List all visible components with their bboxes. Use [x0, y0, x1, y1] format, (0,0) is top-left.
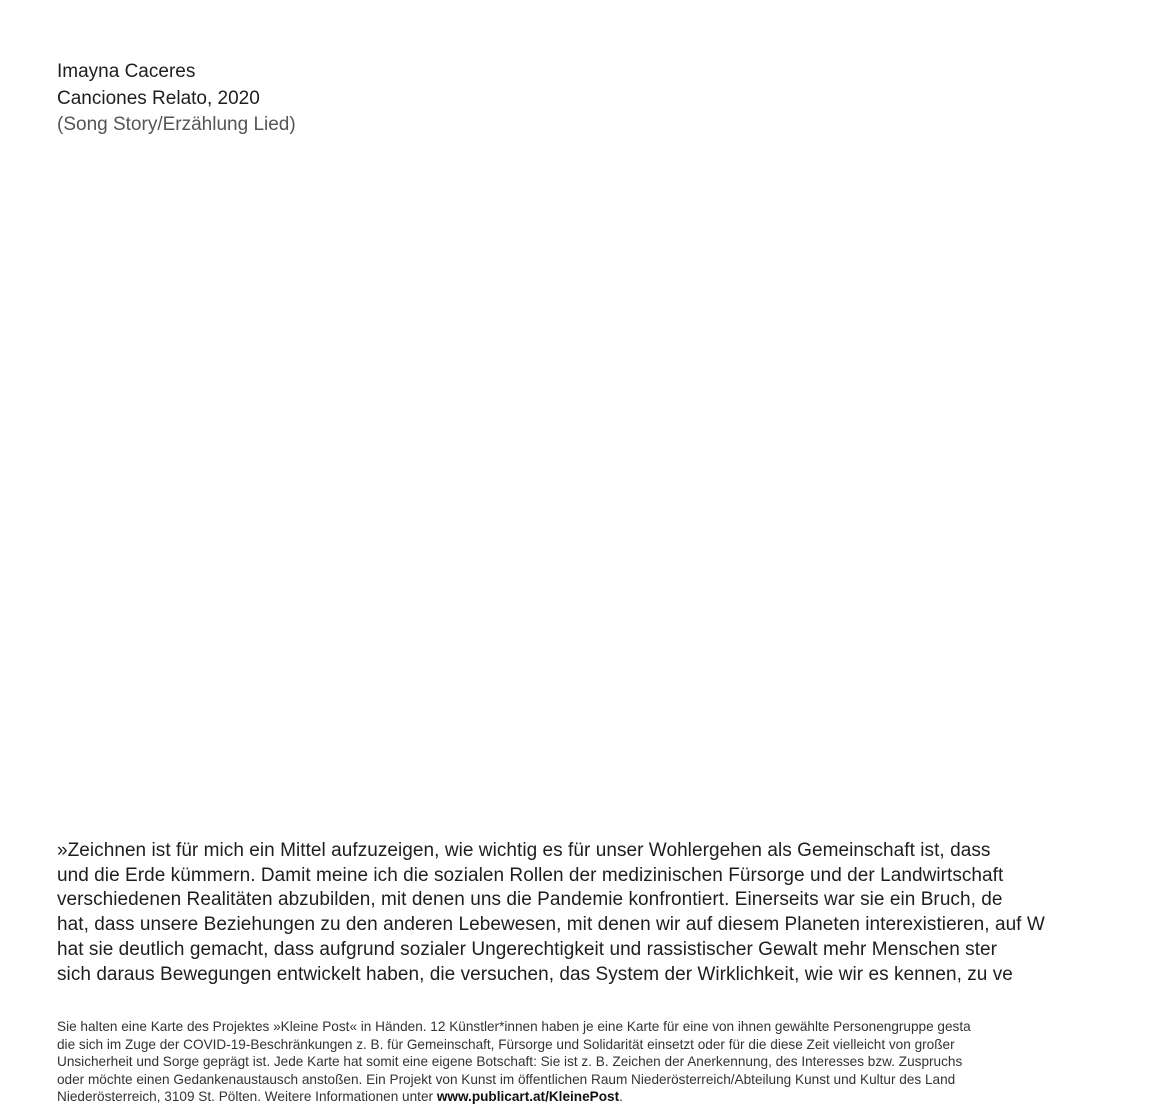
- footer-period: .: [619, 1089, 623, 1104]
- quote-line: verschiedenen Realitäten abzubilden, mit denen uns die Pandemie konfrontiert. Einerseits war sie ein Bruch, de: [57, 889, 1003, 911]
- artist-quote: [57, 839, 1155, 987]
- footer-line: Unsicherheit und Sorge geprägt ist. Jede Karte hat somit eine eigene Botschaft: Sie ist z. B. Zeichen der Anerkennung, des Interesses bzw. Zuspruchs: [57, 1054, 963, 1069]
- project-footer: [57, 1018, 1155, 1106]
- artwork-header: [57, 59, 296, 139]
- quote-line: »Zeichnen ist für mich ein Mittel aufzuzeigen, wie wichtig es für unser Wohlergehen als Gemeinschaft ist, dass: [57, 840, 991, 861]
- artwork-title: Canciones Relato, 2020: [57, 87, 260, 109]
- project-link[interactable]: www.publicart.at/KleinePost: [436, 1089, 620, 1104]
- quote-line: hat, dass unsere Beziehungen zu den anderen Lebewesen, mit denen wir auf diesem Planeten interexistieren, auf W: [57, 914, 1045, 936]
- footer-line: Niederösterreich, 3109 St. Pölten. Weitere Informationen unter: [57, 1089, 437, 1104]
- footer-line-last: [57, 1088, 1155, 1106]
- quote-line: hat sie deutlich gemacht, dass aufgrund sozialer Ungerechtigkeit und rassistischer Gewalt mehr Menschen ster: [57, 938, 998, 960]
- footer-line: die sich im Zuge der COVID-19-Beschränkungen z. B. für Gemeinschaft, Fürsorge und Solidarität einsetzt oder für die diese Zeit vielleicht von großer: [57, 1036, 955, 1052]
- footer-line: oder möchte einen Gedankenaustausch anstoßen. Ein Projekt von Kunst im öffentlichen Raum Niederösterreich/Abteilung Kunst und Kultur des Land: [57, 1071, 956, 1087]
- quote-line: und die Erde kümmern. Damit meine ich die sozialen Rollen der medizinischen Fürsorge und der Landwirtschaft: [57, 864, 1004, 886]
- artwork-subtitle: (Song Story/Erzählung Lied): [57, 114, 296, 135]
- footer-line: Sie halten eine Karte des Projektes »Kleine Post« in Händen. 12 Künstler*innen haben je eine Karte für eine von ihnen gewählte Personengruppe gesta: [57, 1019, 971, 1034]
- artist-name: Imayna Caceres: [57, 61, 196, 82]
- quote-line: sich daraus Bewegungen entwickelt haben, die versuchen, das System der Wirklichkeit, wie wir es kennen, zu ve: [57, 963, 1013, 985]
